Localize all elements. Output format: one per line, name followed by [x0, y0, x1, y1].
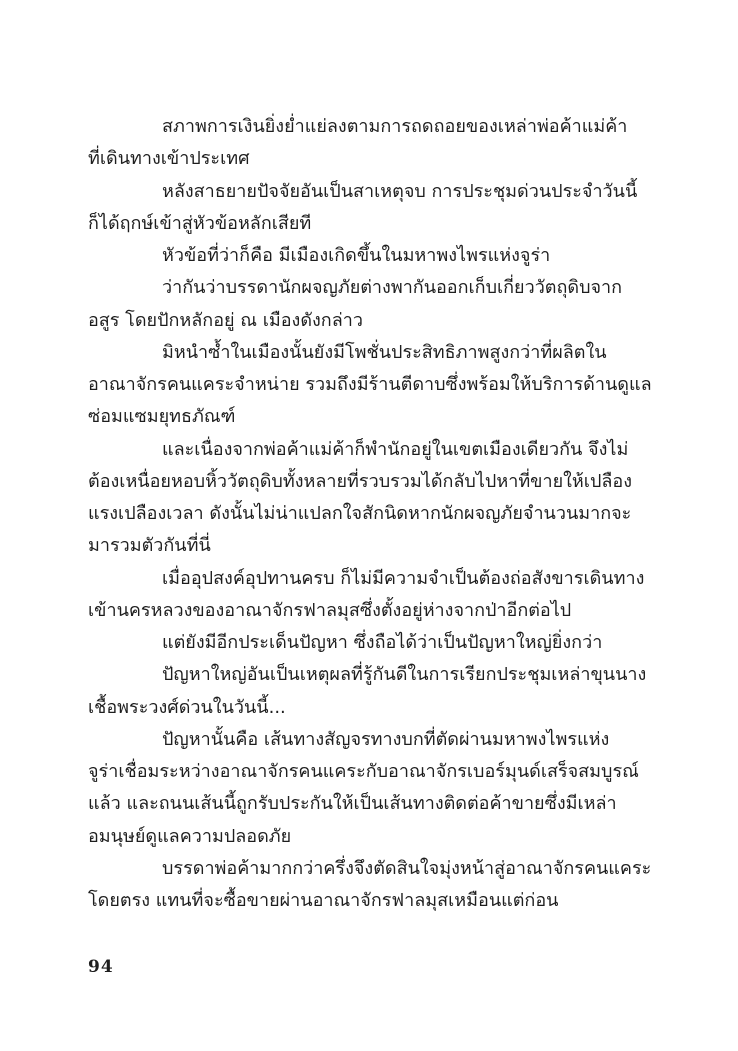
text-line: แต่ยังมีอีกประเด็นปัญหา ซึ่งถือได้ว่าเป็นปัญหาใหญ่ยิ่งกว่า: [162, 632, 603, 653]
text-line: อมนุษย์ดูแลความปลอดภัย: [88, 825, 292, 847]
text-line: อาณาจักรคนแคระจำหน่าย รวมถึงมีร้านตีดาบซึ่งพร้อมให้บริการด้านดูแล: [88, 374, 652, 395]
text-line: ปัญหาใหญ่อันเป็นเหตุผลที่รู้กันดีในการเรียกประชุมเหล่าขุนนาง: [162, 664, 647, 686]
text-line: ซ่อมแซมยุทธภัณฑ์: [88, 406, 236, 428]
text-line: มารวมตัวกันที่นี่: [88, 535, 211, 557]
text-line: แรงเปลืองเวลา ดังนั้นไม่น่าแปลกใจสักนิดหากนักผจญภัยจำนวนมากจะ: [88, 503, 632, 524]
text-line: หัวข้อที่ว่าก็คือ มีเมืองเกิดขึ้นในมหาพงไพรแห่งจูร่า: [162, 245, 551, 266]
text-line: ปัญหานั้นคือ เส้นทางสัญจรทางบกที่ตัดผ่านมหาพงไพรแห่ง: [162, 728, 610, 750]
text-line: สภาพการเงินยิ่งย่ำแย่ลงตามการถดถอยของเหล่าพ่อค้าแม่ค้า: [162, 116, 628, 137]
text-line: เชื้อพระวงศ์ด่วนในวันนี้...: [88, 696, 286, 718]
text-line: หลังสาธยายปัจจัยอันเป็นสาเหตุจบ การประชุมด่วนประจำวันนี้: [162, 180, 638, 202]
text-line: โดยตรง แทนที่จะซื้อขายผ่านอาณาจักรฟาลมุสเหมือนแต่ก่อน: [88, 890, 559, 911]
text-line: อสูร โดยปักหลักอยู่ ณ เมืองดังกล่าว: [88, 309, 363, 331]
text-line: แล้ว และถนนเส้นนี้ถูกรับประกันให้เป็นเส้นทางติดต่อค้าขายซึ่งมีเหล่า: [88, 793, 617, 815]
text-line: ก็ได้ฤกษ์เข้าสู่หัวข้อหลักเสียที: [88, 212, 312, 234]
text-line: ที่เดินทางเข้าประเทศ: [88, 148, 250, 170]
body-text: [88, 111, 653, 917]
text-line: เมื่ออุปสงค์อุปทานครบ ก็ไม่มีความจำเป็นต้องถ่อสังขารเดินทาง: [162, 567, 645, 589]
text-line: ว่ากันว่าบรรดานักผจญภัยต่างพากันออกเก็บเกี่ยววัตถุดิบจาก: [162, 277, 623, 299]
text-line: บรรดาพ่อค้ามากกว่าครึ่งจึงตัดสินใจมุ่งหน้าสู่อาณาจักรคนแคระ: [162, 857, 652, 879]
text-line: ต้องเหนื่อยหอบหิ้ววัตถุดิบทั้งหลายที่รวบรวมได้กลับไปหาที่ขายให้เปลือง: [88, 470, 632, 492]
text-line: และเนื่องจากพ่อค้าแม่ค้าก็พำนักอยู่ในเขตเมืองเดียวกัน จึงไม่: [162, 438, 629, 460]
page-number: 94: [88, 957, 114, 977]
text-line: เข้านครหลวงของอาณาจักรฟาลมุสซึ่งตั้งอยู่ห่างจากป่าอีกต่อไป: [88, 599, 572, 621]
text-line: มิหนำซ้ำในเมืองนั้นยังมีโพชั่นประสิทธิภาพสูงกว่าที่ผลิตใน: [162, 341, 607, 363]
text-line: จูร่าเชื่อมระหว่างอาณาจักรคนแคระกับอาณาจักรเบอร์มุนด์เสร็จสมบูรณ์: [88, 761, 639, 782]
